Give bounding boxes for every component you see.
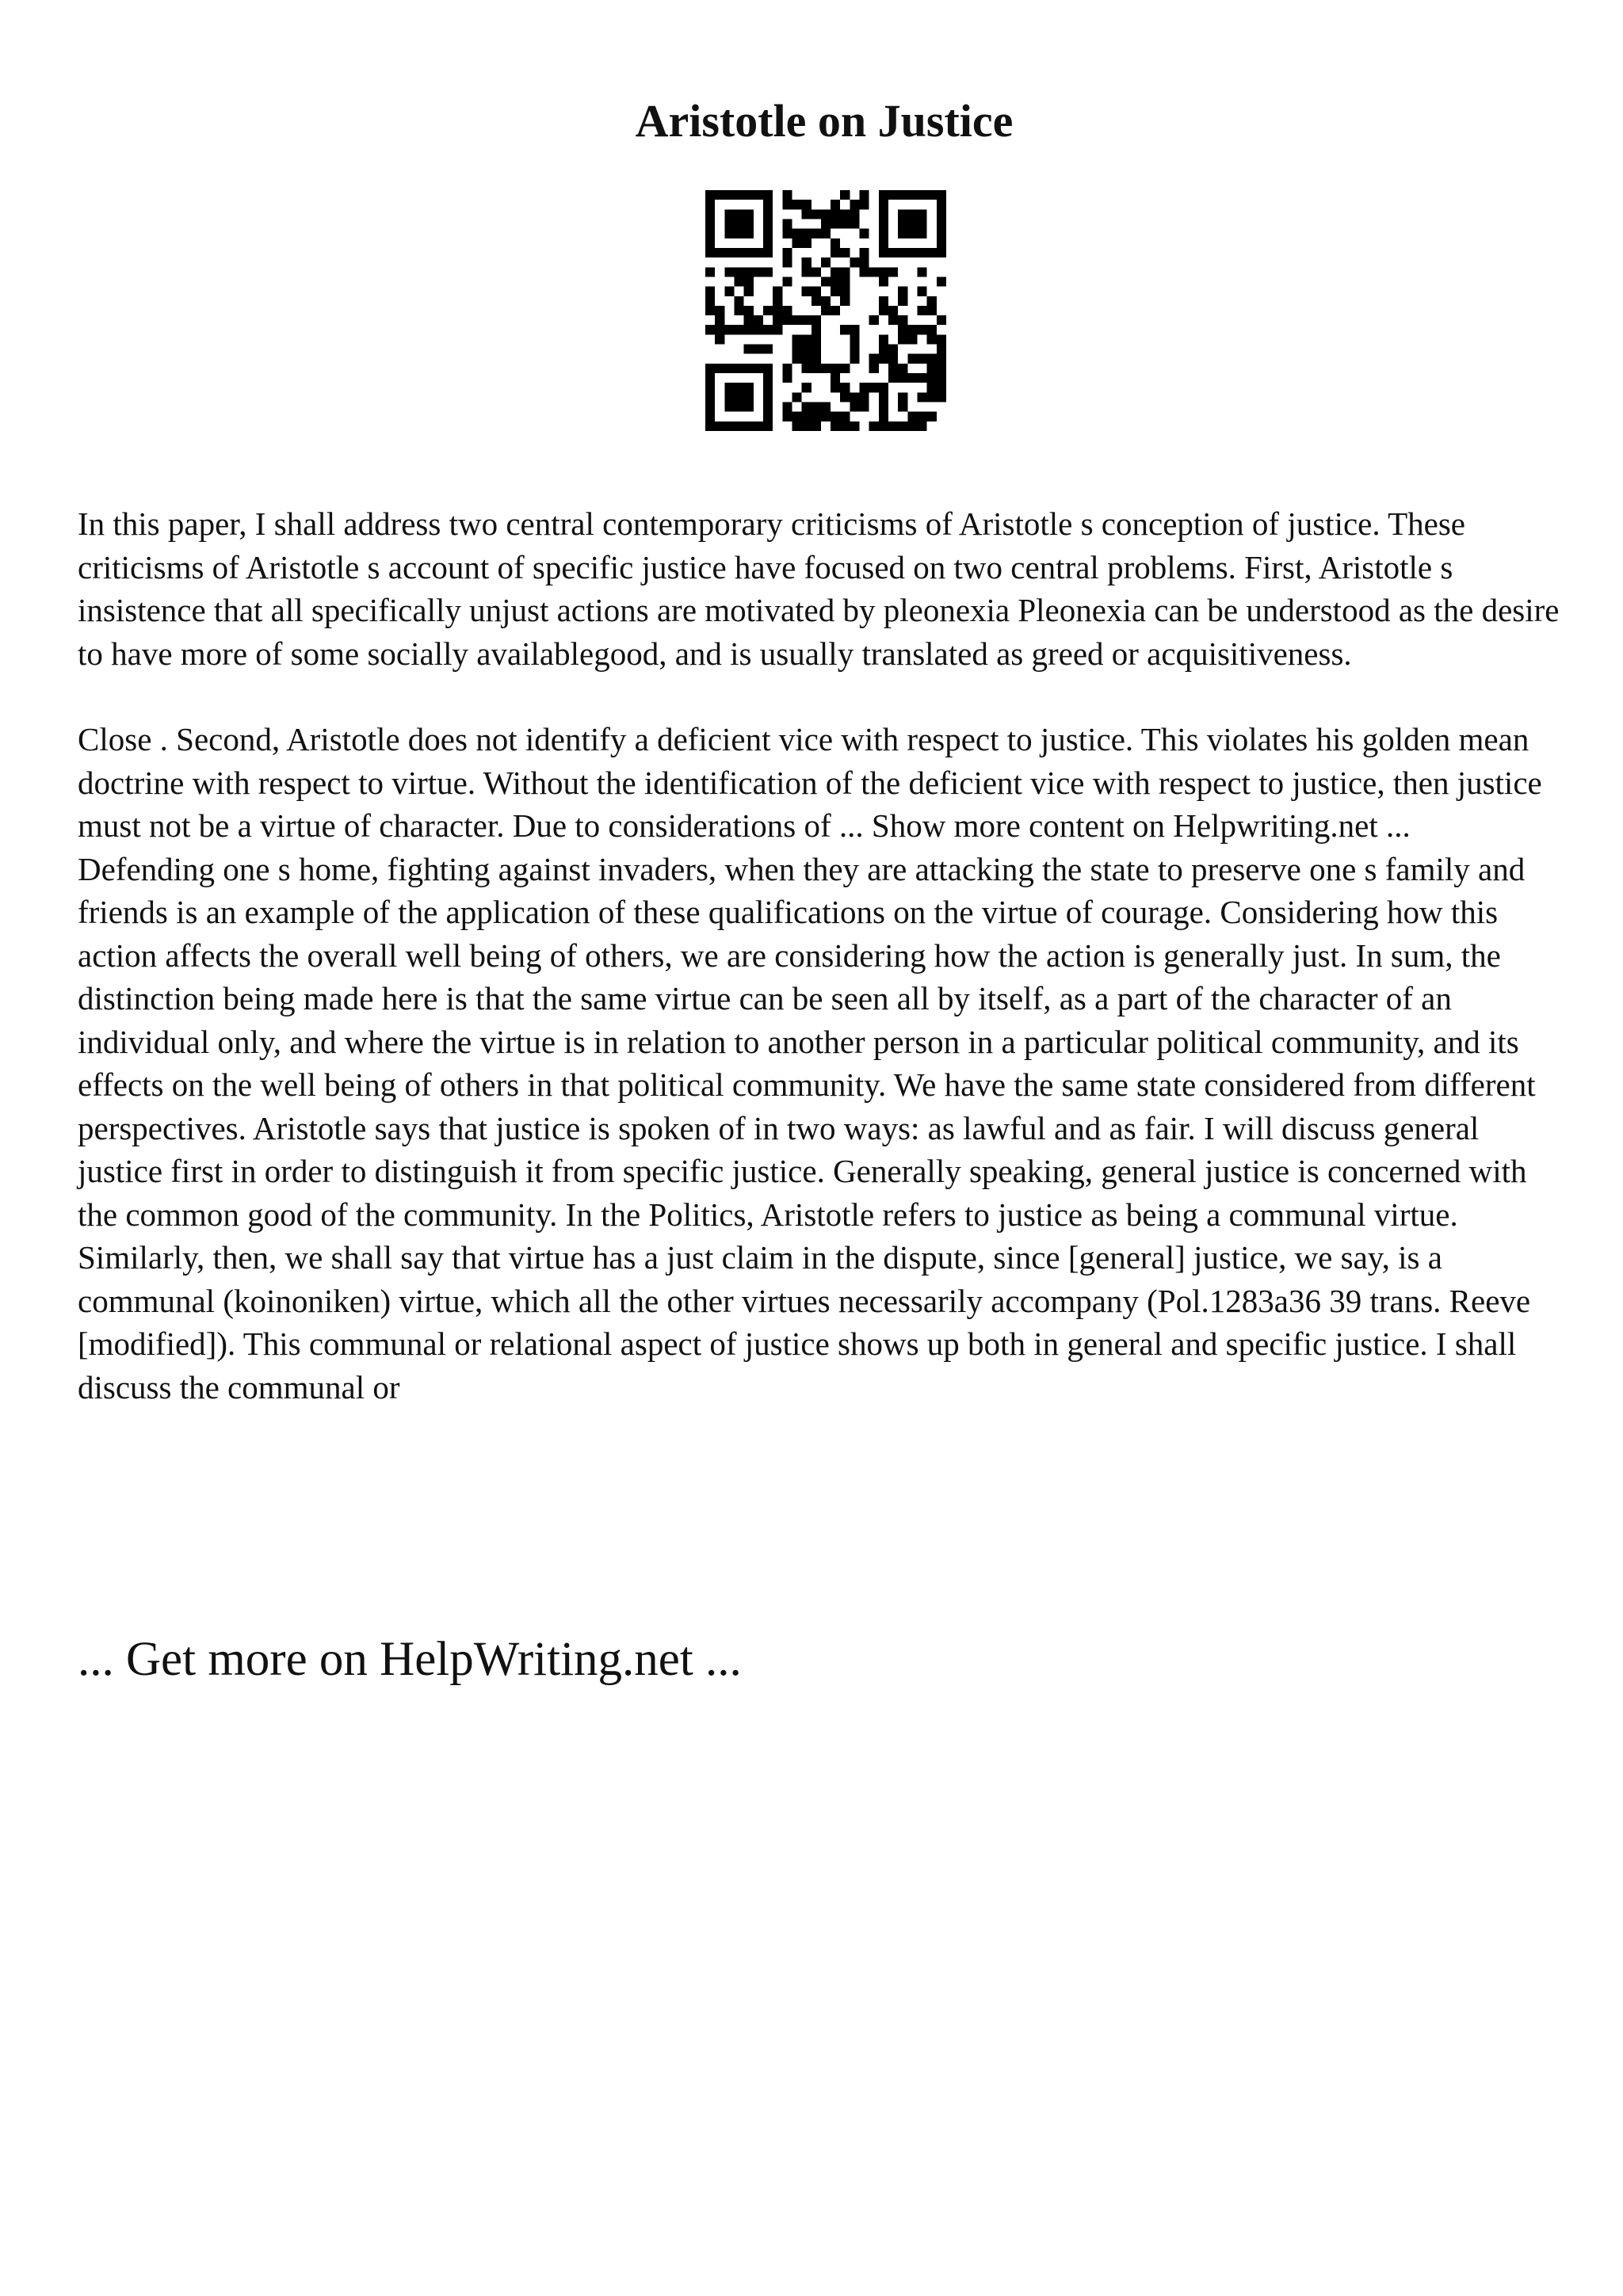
qr-code-icon bbox=[705, 190, 946, 431]
article-body bbox=[78, 502, 1560, 1409]
page-title: Aristotle on Justice bbox=[635, 95, 1014, 147]
paragraph-third: Defending one s home, fighting against invaders, when they are attacking the state to preserve one s family and friends is an example of the application of these qualifications on the virtue of courage. Considering how this action affects the overall well being of others, we are considering how the action is generally just. In sum, the distinction being made here is that the same virtue can be seen all by itself, as a part of the character of an individual only, and where the virtue is in relation to another person in a particular political community, and its effects on the well being of others in that political community. We have the same state considered from different perspectives. Aristotle says that justice is spoken of in two ways: as lawful and as fair. I will discuss general justice first in order to distinguish it from specific justice. Generally speaking, general justice is concerned with the common good of the community. In the Politics, Aristotle refers to justice as being a communal virtue. Similarly, then, we shall say that virtue has a just claim in the dispute, since [general] justice, we say, is a communal (koinoniken) virtue, which all the other virtues necessarily accompany (Pol.1283a36 39 trans. Reeve [modified]). This communal or relational aspect of justice shows up both in general and specific justice. I shall discuss the communal or bbox=[78, 850, 1536, 1405]
get-more-link[interactable]: ... Get more on HelpWriting.net ... bbox=[78, 1633, 742, 1686]
paragraph-second: Close . Second, Aristotle does not identify a deficient vice with respect to justice. This violates his golden mean doctrine with respect to virtue. Without the identification of the deficient vice with respect to justice, then justice must not be a virtue of character. Due to considerations of ... Show more content on Helpwriting.net ... bbox=[78, 721, 1542, 844]
paragraph-intro: In this paper, I shall address two central contemporary criticisms of Aristotle s conception of justice. These criticisms of Aristotle s account of specific justice have focused on two central problems. First, Aristotle s insistence that all specifically unjust actions are motivated by pleonexia Pleonexia can be understood as the desire to have more of some socially availablegood, and is usually translated as greed or acquisitiveness. bbox=[78, 505, 1560, 672]
